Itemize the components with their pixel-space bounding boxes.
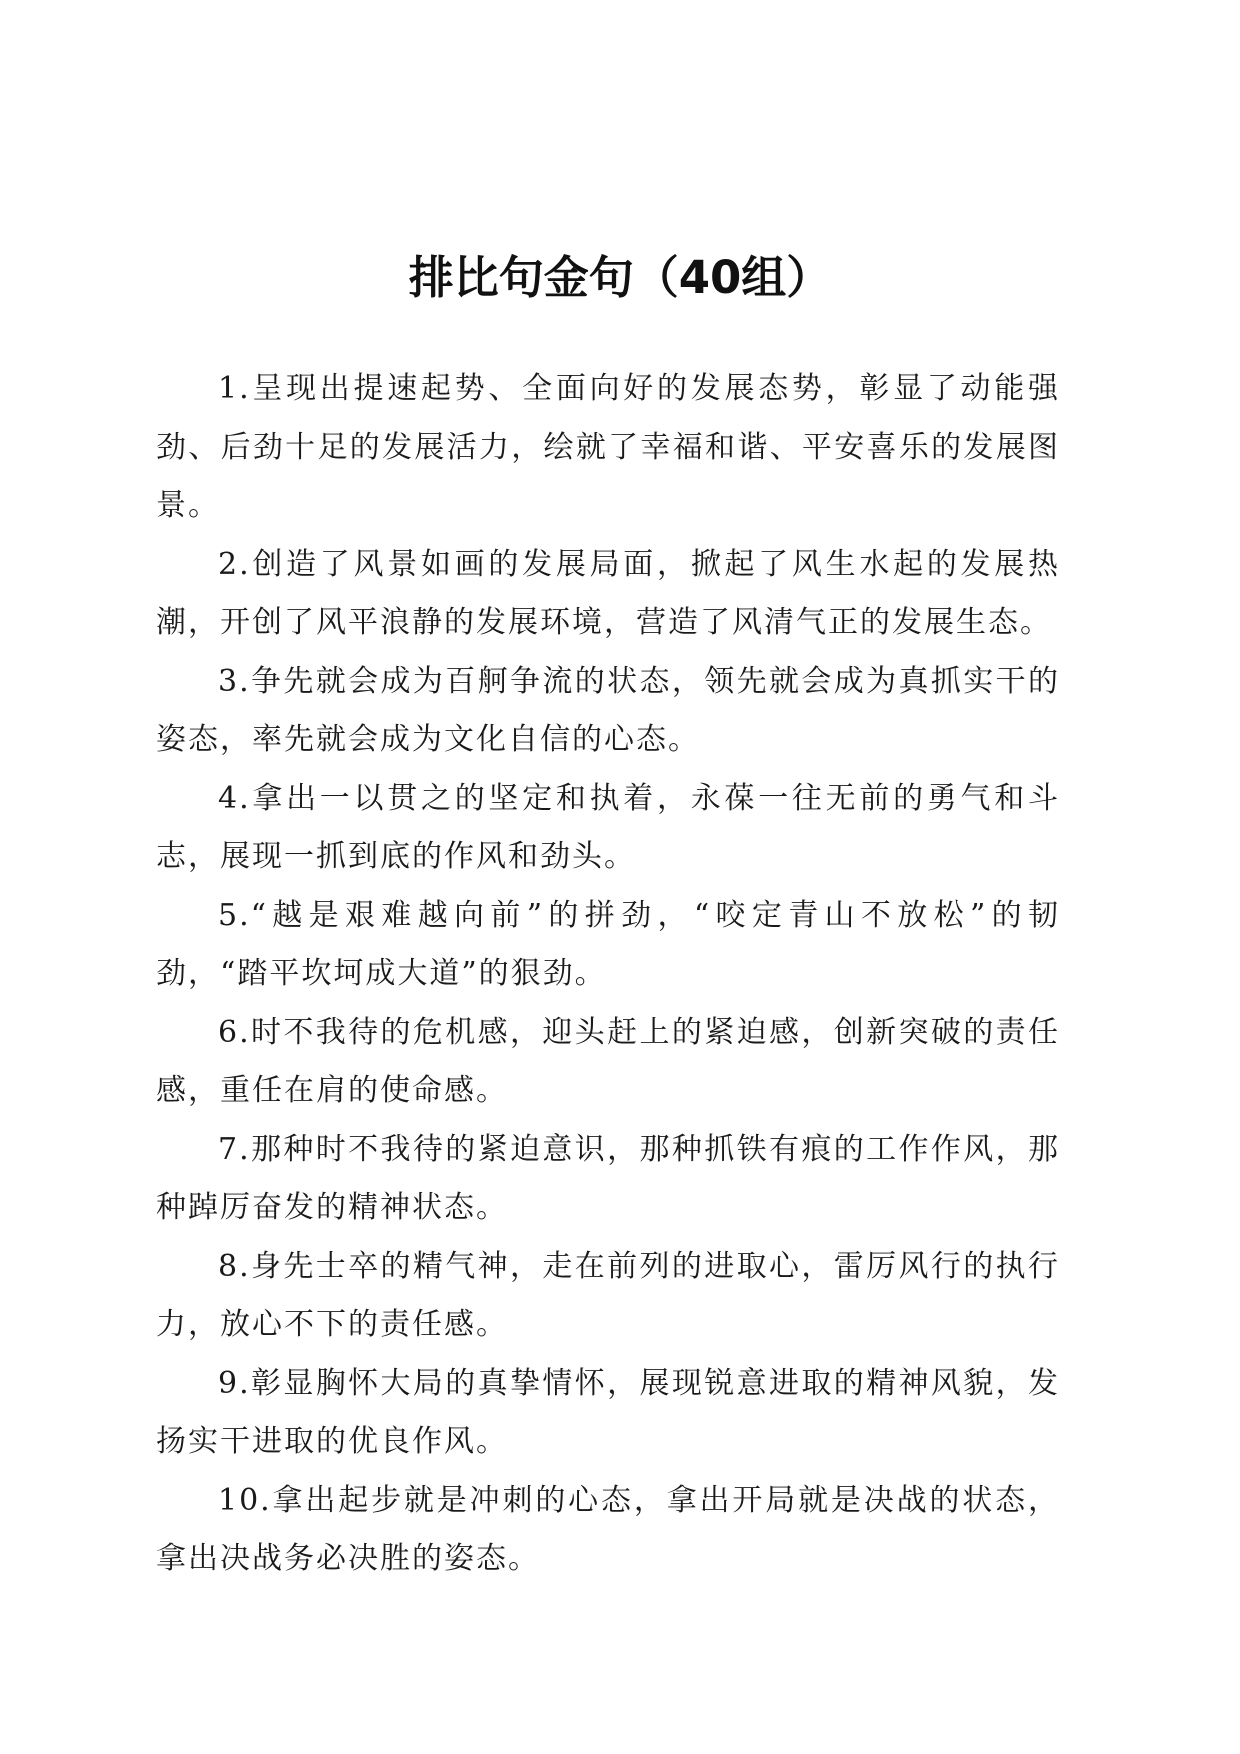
paragraph-6: 6.时不我待的危机感，迎头赶上的紧迫感，创新突破的责任感，重任在肩的使命感。 (156, 1014, 1060, 1108)
document-body (156, 360, 1060, 1589)
paragraph-9: 9.彰显胸怀大局的真挚情怀，展现锐意进取的精神风貌，发扬实干进取的优良作风。 (156, 1365, 1060, 1459)
paragraph-4: 4.拿出一以贯之的坚定和执着，永葆一往无前的勇气和斗志，展现一抓到底的作风和劲头。 (156, 780, 1060, 874)
page-title: 排比句金句（40组） (408, 251, 832, 304)
paragraph-7: 7.那种时不我待的紧迫意识，那种抓铁有痕的工作作风，那种踔厉奋发的精神状态。 (156, 1131, 1060, 1225)
paragraph-8: 8.身先士卒的精气神，走在前列的进取心，雷厉风行的执行力，放心不下的责任感。 (156, 1248, 1060, 1342)
paragraph-5: 5.“越是艰难越向前”的拼劲，“咬定青山不放松”的韧劲，“踏平坎坷成大道”的狠劲。 (156, 897, 1060, 991)
paragraph-2: 2.创造了风景如画的发展局面，掀起了风生水起的发展热潮，开创了风平浪静的发展环境，营造了风清气正的发展生态。 (156, 546, 1060, 640)
paragraph-1: 1.呈现出提速起势、全面向好的发展态势，彰显了动能强劲、后劲十足的发展活力，绘就了幸福和谐、平安喜乐的发展图景。 (156, 371, 1060, 523)
paragraph-3: 3.争先就会成为百舸争流的状态，领先就会成为真抓实干的姿态，率先就会成为文化自信的心态。 (156, 663, 1060, 757)
paragraph-10: 10.拿出起步就是冲刺的心态，拿出开局就是决战的状态，拿出决战务必决胜的姿态。 (156, 1482, 1060, 1576)
